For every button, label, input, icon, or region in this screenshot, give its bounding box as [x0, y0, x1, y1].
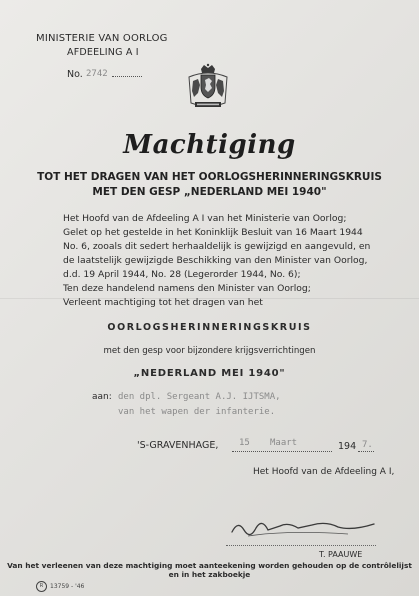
dateline-year-prefix: 194	[338, 441, 357, 452]
ministry-heading: MINISTERIE VAN OORLOG	[36, 33, 168, 44]
department-heading: AFDEELING A I	[67, 47, 139, 58]
dateline-day: 15	[239, 438, 250, 448]
recipient-label: aan:	[92, 392, 112, 402]
number-label: No.	[67, 69, 83, 80]
number-dotted-line	[112, 76, 142, 77]
dateline-month: Maart	[270, 438, 298, 448]
dateline-year-suffix: 7.	[362, 440, 373, 450]
year-dotted-line	[358, 451, 374, 452]
signature-scrawl	[228, 512, 378, 542]
document-title: Machtiging	[123, 130, 296, 160]
print-mark-number: 13759 - '46	[50, 583, 85, 590]
dateline-place: 'S-GRAVENHAGE,	[137, 440, 219, 451]
printer-mark-icon: R	[36, 581, 47, 592]
subtitle-line-1: TOT HET DRAGEN VAN HET OORLOGSHERINNERINGSKRUIS	[37, 171, 382, 183]
body-line: Verleent machtiging tot het dragen van het	[63, 297, 263, 308]
document-subtitle	[0, 170, 419, 200]
body-line: de laatstelijk gewijzigde Beschikking van den Minister van Oorlog,	[63, 255, 368, 266]
subtitle-line-2: MET DEN GESP „NEDERLAND MEI 1940"	[92, 186, 327, 198]
recipient-line-2: van het wapen der infanterie.	[118, 407, 276, 417]
date-dotted-line	[232, 451, 332, 452]
body-line: Gelet op het gestelde in het Koninklijk Besluit van 16 Maart 1944	[63, 227, 363, 238]
print-mark	[36, 581, 84, 592]
body-line: d.d. 19 April 1944, No. 28 (Legerorder 1944, No. 6);	[63, 269, 301, 280]
signatory-name: T. PAAUWE	[319, 550, 363, 559]
number-value: 2742	[86, 69, 108, 79]
award-name: OORLOGSHERINNERINGSKRUIS	[107, 322, 312, 333]
body-text	[63, 212, 370, 310]
clasp-name: „NEDERLAND MEI 1940"	[133, 368, 286, 379]
body-line: Het Hoofd van de Afdeeling A I van het Ministerie van Oorlog;	[63, 213, 347, 224]
body-line: Ten deze handelend namens den Minister van Oorlog;	[63, 283, 311, 294]
footer-line-2: en in het zakboekje	[168, 570, 251, 579]
signatory-title: Het Hoofd van de Afdeeling A I,	[253, 467, 395, 477]
clasp-text: met den gesp voor bijzondere krijgsverrichtingen	[103, 346, 316, 356]
footer-note	[0, 561, 419, 579]
body-line: No. 6, zooals dit sedert herhaaldelijk is gewijzigd en aangevuld, en	[63, 241, 371, 252]
dutch-coat-of-arms-icon	[183, 63, 233, 111]
footer-line-1: Van het verleenen van deze machtiging moet aanteekening worden gehouden op de contrôlelijst	[7, 561, 412, 570]
recipient-line-1: den dpl. Sergeant A.J. IJTSMA,	[118, 392, 281, 402]
signature-dotted-line	[226, 545, 376, 546]
